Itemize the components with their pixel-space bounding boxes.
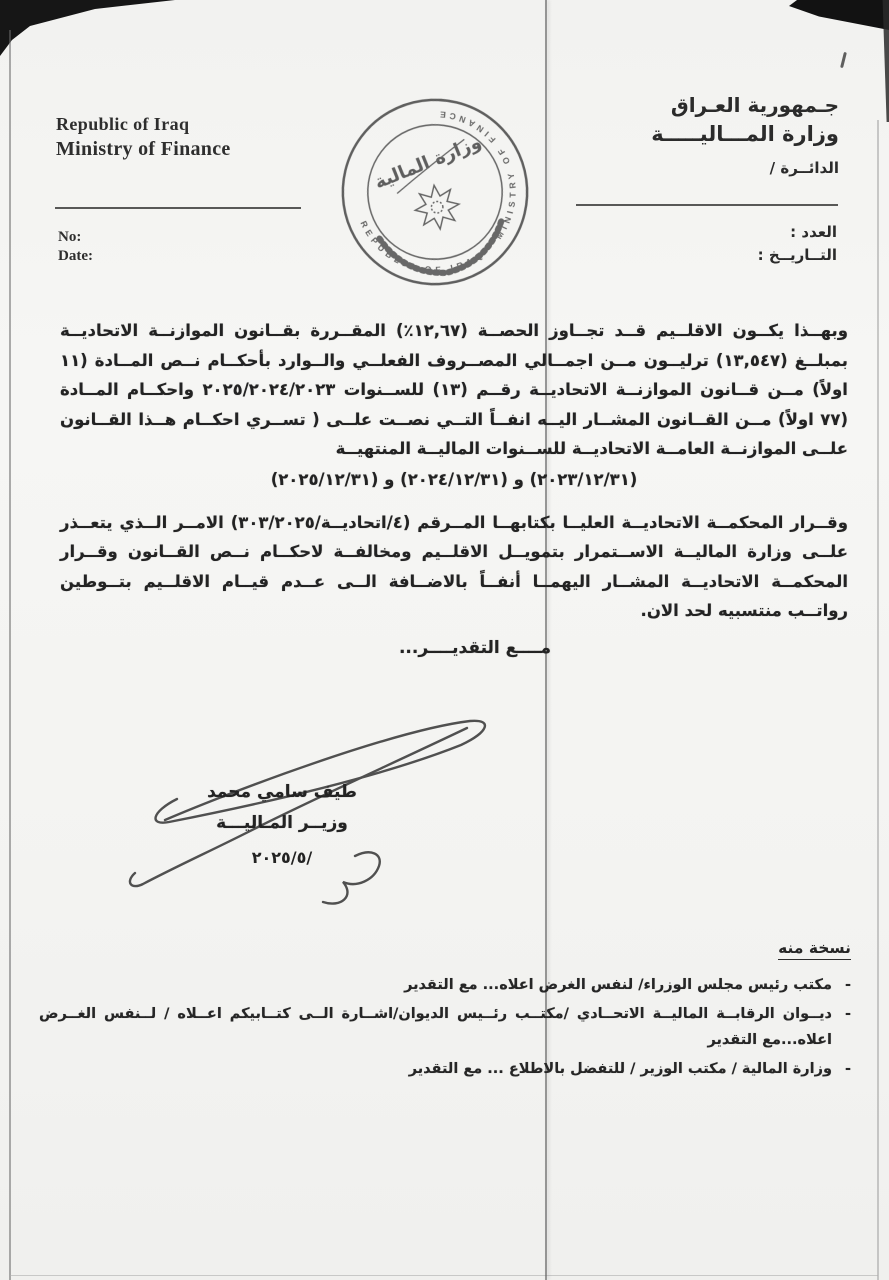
seal-ring-text: REPUBLIC OF IRAQ • MINISTRY OF FINANCE bbox=[358, 109, 518, 275]
seal-center-text: وزارة المالية bbox=[371, 131, 485, 194]
country-name-english: Republic of Iraq bbox=[56, 114, 190, 134]
copy-recipient: مكتب رئيس مجلس الوزراء/ لنفس الغرض اعلاه... مع التقدير bbox=[404, 977, 832, 993]
fiscal-years-dates-line: (٢٠٢٣/١٢/٣١) و (٢٠٢٤/١٢/٣١) و (٢٠٢٥/١٢/٣١) bbox=[270, 469, 638, 489]
date-label-arabic: التــاريــخ : bbox=[757, 246, 837, 264]
bullet-dash: - bbox=[844, 1061, 851, 1077]
number-date-labels-english bbox=[58, 228, 93, 266]
closing-salutation: مــــع التقديــــر... bbox=[398, 637, 552, 658]
header-rule-left bbox=[55, 207, 301, 209]
number-date-labels-arabic bbox=[758, 221, 837, 267]
department-label: الدائــرة / bbox=[769, 159, 839, 177]
bullet-dash: - bbox=[844, 1006, 851, 1022]
country-name-arabic: جـمهورية العـراق bbox=[670, 93, 839, 117]
signature-date: ٢٠٢٥/٥/ bbox=[251, 848, 313, 867]
copy-recipient: وزارة المالية / مكتب الوزير / للتفضل بالاطلاع ... مع التقدير bbox=[408, 1061, 832, 1077]
date-label-english: Date: bbox=[58, 248, 93, 264]
list-item bbox=[39, 1001, 851, 1053]
copy-distribution-section bbox=[39, 938, 851, 1085]
body-paragraph-1: وبهــذا يكــون الاقلــيم قــد تجــاوز الحصــة (١٢,٦٧٪) المقــررة بقــانون الموازنــة الاتحاديــة بمبلــغ (١٣,٥٤٧) ترليــون مــن اجمــالي المصــروف الفعلــي والــوارد بأحكــام نــص المــادة (١١ اولاً) مــن قــانون الموازنــة الاتحاديــة رقــم (١٣) للســنوات ٢٠٢٥/٢٠٢٤/٢٠٢٣ واحكــام المــادة (٧٧ اولاً) مــن القــانون المشــار اليــه انفــاً التــي نصــت علــى ( تســري احكــام هــذا القــانون علــى الموازنــة العامــة الاتحاديــة للســنوات الماليــة المنتهيــة bbox=[60, 321, 848, 458]
page-edge-bottom bbox=[10, 1275, 878, 1277]
pen-mark bbox=[840, 52, 847, 68]
handwritten-signature bbox=[65, 698, 505, 918]
page-edge-left bbox=[9, 30, 11, 1280]
list-item bbox=[39, 972, 851, 998]
ministry-name-arabic: وزارة المـــاليـــــة bbox=[651, 122, 839, 146]
letter-body bbox=[60, 316, 848, 658]
list-item bbox=[39, 1056, 851, 1082]
copies-heading: نسخة منه bbox=[778, 939, 851, 960]
page-edge-right bbox=[877, 120, 879, 1280]
header-arabic bbox=[651, 92, 839, 183]
seal-calligraphy bbox=[372, 132, 487, 200]
no-label: No: bbox=[58, 229, 82, 245]
scan-artifact-top-right bbox=[789, 0, 889, 30]
scan-artifact-top-left bbox=[0, 0, 175, 56]
signer-title: وزيــر المـاليـــة bbox=[216, 813, 348, 833]
ministry-name-english: Ministry of Finance bbox=[56, 138, 231, 160]
signer-name: طيف سامي محمد bbox=[207, 782, 357, 802]
copy-recipient: ديــوان الرقابــة الماليــة الاتحــادي /مكتــب رئــيس الديوان/اشــارة الــى كتــابيكم اعــلاه / لــنفس الغــرض اعلاه...مع التقدير bbox=[39, 1006, 832, 1048]
body-paragraph-2: وقــرار المحكمــة الاتحاديــة العليــا بكتابهــا المــرقم (٤/اتحاديــة/٣٠٣/٢٠٢٥) الامــر الــذي يتعــذر علــى وزارة الماليــة الاســتمرار بتمويــل الاقلــيم ومخالفــة لاحكــام نــص القــانون وقــرار المحكمــة الاتحاديــة المشــار اليهمــا أنفــاً بالاضــافة الــى عــدم قيــام الاقلــيم بتــوطين رواتــب منتسبيه لحد الان. bbox=[60, 512, 848, 620]
bullet-dash: - bbox=[844, 977, 851, 993]
seal-rosette-icon bbox=[412, 182, 462, 232]
number-label-arabic: العدد : bbox=[790, 223, 837, 241]
header-rule-right bbox=[576, 204, 838, 206]
ministry-seal bbox=[327, 84, 544, 301]
header-english bbox=[56, 112, 231, 162]
